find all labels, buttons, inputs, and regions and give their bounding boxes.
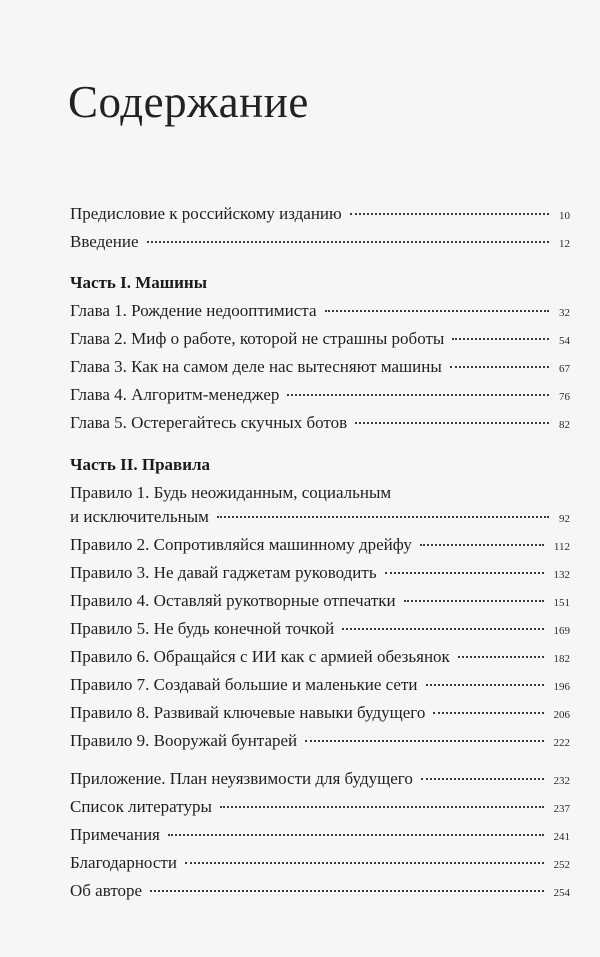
toc-entry-page: 182 bbox=[553, 653, 570, 665]
toc-entry-label: Введение bbox=[70, 232, 139, 251]
toc-entry-page: 67 bbox=[559, 363, 570, 375]
toc-entry-page: 222 bbox=[553, 737, 570, 749]
toc-entry-label: Правило 6. Обращайся с ИИ как с армией обезьянок bbox=[70, 647, 450, 666]
dot-leader bbox=[220, 806, 544, 808]
toc-entry-label: Правило 5. Не будь конечной точкой bbox=[70, 619, 335, 638]
toc-entry-page: 252 bbox=[553, 859, 570, 871]
toc-entry-about-author[interactable] bbox=[70, 881, 570, 901]
toc-entry-rule-9[interactable] bbox=[70, 731, 570, 751]
toc-entry-label: Правило 4. Оставляй рукотворные отпечатки bbox=[70, 591, 396, 610]
toc-entry-chapter-5[interactable] bbox=[70, 413, 570, 433]
toc-entry-page: 10 bbox=[559, 210, 570, 222]
toc-entry-page: 112 bbox=[553, 541, 570, 553]
toc-entry-page: 241 bbox=[553, 831, 570, 843]
toc-entry-rule-3[interactable] bbox=[70, 563, 570, 583]
toc-entry-label: Глава 2. Миф о работе, которой не страшны роботы bbox=[70, 329, 445, 348]
toc-entry-acknowledgements[interactable] bbox=[70, 853, 570, 873]
toc-entry-rule-1-line-1[interactable]: Правило 1. Будь неожиданным, социальным bbox=[70, 483, 392, 502]
toc-entry-page: 92 bbox=[559, 513, 570, 525]
toc-entry-page: 32 bbox=[559, 307, 570, 319]
toc-entry-chapter-1[interactable] bbox=[70, 301, 570, 321]
toc-entry-introduction[interactable] bbox=[70, 232, 570, 252]
toc-entry-page: 169 bbox=[553, 625, 570, 637]
toc-entry-appendix[interactable] bbox=[70, 769, 570, 789]
toc-entry-label: Глава 4. Алгоритм-менеджер bbox=[70, 385, 280, 404]
toc-entry-label: Примечания bbox=[70, 825, 160, 844]
toc-entry-page: 132 bbox=[553, 569, 570, 581]
toc-entry-notes[interactable] bbox=[70, 825, 570, 845]
dot-leader bbox=[420, 544, 544, 546]
toc-entry-page: 76 bbox=[559, 391, 570, 403]
toc-entry-chapter-4[interactable] bbox=[70, 385, 570, 405]
toc-entry-label: Об авторе bbox=[70, 881, 143, 900]
dot-leader bbox=[342, 628, 543, 630]
dot-leader bbox=[385, 572, 544, 574]
dot-leader bbox=[421, 778, 544, 780]
toc-entry-label: Список литературы bbox=[70, 797, 212, 816]
toc-entry-label: Глава 3. Как на самом деле нас вытесняют машины bbox=[70, 357, 442, 376]
dot-leader bbox=[185, 862, 544, 864]
part-1-heading: Часть I. Машины bbox=[70, 273, 207, 292]
toc-entry-label: Глава 5. Остерегайтесь скучных ботов bbox=[70, 413, 348, 432]
toc-entry-page: 12 bbox=[559, 238, 570, 250]
toc-entry-label: Глава 1. Рождение недооптимиста bbox=[70, 301, 317, 320]
toc-entry-label: Правило 2. Сопротивляйся машинному дрейфу bbox=[70, 535, 412, 554]
dot-leader bbox=[147, 241, 549, 243]
toc-entry-page: 206 bbox=[553, 709, 570, 721]
toc-entry-rule-5[interactable] bbox=[70, 619, 570, 639]
toc-entry-chapter-2[interactable] bbox=[70, 329, 570, 349]
toc-entry-label: Правило 9. Вооружай бунтарей bbox=[70, 731, 298, 750]
part-2-heading: Часть II. Правила bbox=[70, 455, 211, 474]
toc-entry-rule-2[interactable] bbox=[70, 535, 570, 555]
dot-leader bbox=[350, 213, 549, 215]
toc-entry-label: Предисловие к российскому изданию bbox=[70, 204, 342, 223]
toc-entry-label: Правило 3. Не давай гаджетам руководить bbox=[70, 563, 377, 582]
dot-leader bbox=[217, 516, 549, 518]
toc-entry-page: 54 bbox=[559, 335, 570, 347]
toc-entry-label: Приложение. План неуязвимости для будущего bbox=[70, 769, 413, 788]
dot-leader bbox=[325, 310, 550, 312]
toc-entry-page: 237 bbox=[553, 803, 570, 815]
toc-entry-page: 196 bbox=[553, 681, 570, 693]
dot-leader bbox=[168, 834, 544, 836]
toc-entry-bibliography[interactable] bbox=[70, 797, 570, 817]
toc-entry-rule-1[interactable] bbox=[70, 507, 570, 527]
toc-entry-label: и исключительным bbox=[70, 507, 209, 526]
toc-entry-page: 254 bbox=[553, 887, 570, 899]
toc-entry-rule-4[interactable] bbox=[70, 591, 570, 611]
dot-leader bbox=[452, 338, 549, 340]
toc-entry-preface[interactable] bbox=[70, 204, 570, 224]
toc-entry-rule-7[interactable] bbox=[70, 675, 570, 695]
toc-entry-rule-8[interactable] bbox=[70, 703, 570, 723]
toc-entry-chapter-3[interactable] bbox=[70, 357, 570, 377]
dot-leader bbox=[355, 422, 549, 424]
page-title: Содержание bbox=[68, 77, 309, 127]
dot-leader bbox=[433, 712, 543, 714]
dot-leader bbox=[426, 684, 544, 686]
dot-leader bbox=[287, 394, 549, 396]
toc-entry-label: Правило 8. Развивай ключевые навыки будущего bbox=[70, 703, 426, 722]
toc-entry-page: 232 bbox=[553, 775, 570, 787]
dot-leader bbox=[450, 366, 549, 368]
toc-entry-label: Правило 7. Создавай большие и маленькие сети bbox=[70, 675, 418, 694]
toc-entry-label: Благодарности bbox=[70, 853, 177, 872]
dot-leader bbox=[458, 656, 544, 658]
dot-leader bbox=[150, 890, 543, 892]
dot-leader bbox=[404, 600, 544, 602]
toc-entry-rule-6[interactable] bbox=[70, 647, 570, 667]
toc-entry-page: 82 bbox=[559, 419, 570, 431]
toc-entry-page: 151 bbox=[553, 597, 570, 609]
dot-leader bbox=[305, 740, 543, 742]
